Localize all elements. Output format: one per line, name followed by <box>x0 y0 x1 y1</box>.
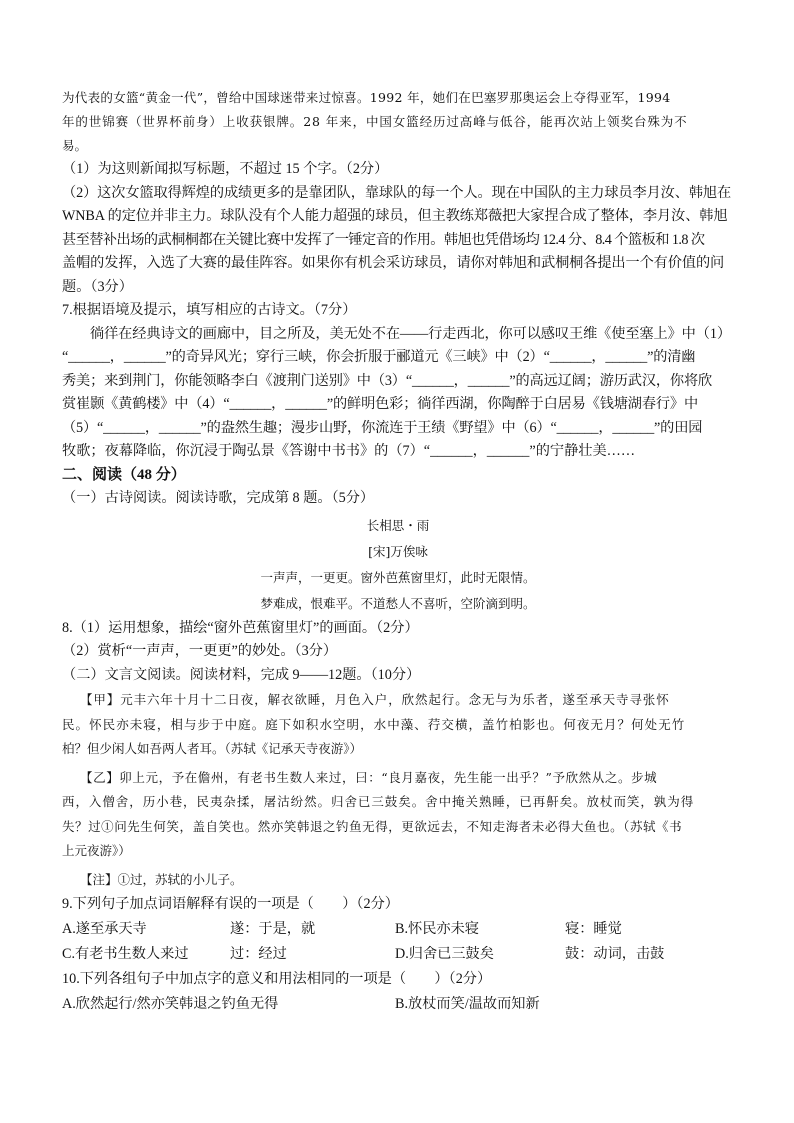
text-line: （5）“______，______”的盎然生趣；漫步山野，你流连于王绩《野望》中（6）“______，______”的田园 <box>62 419 703 436</box>
passage-yi <box>62 766 734 864</box>
poem-title: 长相思・雨 <box>366 517 430 533</box>
text-line: WNBA 的定位并非主力。球队没有个人能力超强的球员，但主教练郑薇把大家捏合成了整体，李月汝、韩旭 <box>62 208 728 224</box>
text-line: 甚至替补出场的武桐桐都在关键比赛中发挥了一锤定音的作用。韩旭也凭借场均 12.4 分、8.4 个篮板和 1.8 次 <box>62 231 705 248</box>
text-line: “______，______”的奇异风光；穿行三峡，你会折服于郦道元《三峡》中（2）“______，______”的清幽 <box>62 349 696 365</box>
intro-paragraph <box>62 86 734 158</box>
section-heading: 二、阅读（48 分） <box>62 466 186 483</box>
passage-jia <box>62 688 734 762</box>
question-7-title: 7.根据语境及提示，填写相应的古诗文。（7分） <box>62 302 357 318</box>
option-b: B.放杖而笑/温故而知新 <box>395 995 540 1012</box>
question-6-1: （1）为这则新闻拟写标题，不超过 15 个字。（2分） <box>62 161 389 177</box>
classical-intro: （二）文言文阅读。阅读材料，完成 9——12题。（10分） <box>62 666 421 683</box>
text-line: 上元夜游》） <box>62 843 131 858</box>
text-line: 民。怀民亦未寝，相与步于中庭。庭下如积水空明，水中藻、荇交横，盖竹柏影也。何夜无月？何处无竹 <box>62 716 686 732</box>
option-d-gloss: 鼓：动词，击鼓 <box>565 945 665 962</box>
text-line: 柏？但少闲人如吾两人者耳。（苏轼《记承天寺夜游》） <box>62 741 363 756</box>
text-line: 【乙】卯上元，予在儋州，有老书生数人来过，曰：“良月嘉夜，先生能一出乎？”予欣然从之。步城 <box>80 769 658 785</box>
question-9-title: 9.下列句子加点词语解释有误的一项是（ ）（2分） <box>62 895 399 912</box>
option-a-gloss: 遂：于是，就 <box>230 920 316 937</box>
text-line: 西，入僧舍，历小巷，民夷杂揉，屠沽纷然。归舍已三鼓矣。舍中掩关熟睡，已再鼾矣。放杖而笑，孰为得 <box>62 794 695 809</box>
question-8-1: 8.（1）运用想象，描绘“窗外芭蕉窗里灯”的画面。（2分） <box>62 619 419 636</box>
text-line: （2）这次女篮取得辉煌的成绩更多的是靠团队，靠球队的每一个人。现在中国队的主力球员李月汝、韩旭在 <box>62 184 732 201</box>
q9-options-row <box>62 942 734 967</box>
poem-intro: （一）古诗阅读。阅读诗歌，完成第 8 题。（5分） <box>62 490 375 506</box>
exam-page <box>62 86 734 1017</box>
option-c: C.有老书生数人来过 <box>62 945 189 962</box>
footnote: 【注】①过，苏轼的小儿子。 <box>80 871 243 887</box>
text-line: 盖帽的发挥，入选了大赛的最佳阵容。如果你有机会采访球员，请你对韩旭和武桐桐各提出一个有价值的问 <box>62 255 725 271</box>
text-line: 易。 <box>62 138 88 153</box>
option-b-gloss: 寝：睡觉 <box>565 920 622 937</box>
text-line: 失？过①问先生何笑，盖自笑也。然亦笑韩退之钓鱼无得，更欲远去，不知走海者未必得大鱼也。（苏轼《书 <box>62 818 683 834</box>
text-line: 徜徉在经典诗文的画廊中，目之所及，美无处不在——行走西北，你可以感叹王维《使至塞上》中（1） <box>90 325 731 342</box>
text-line: 秀美；来到荆门，你能领略李白《渡荆门送别》中（3）“______，______”的高远辽阔；游历武汉，你将欣 <box>62 372 713 389</box>
option-c-gloss: 过：经过 <box>230 945 287 962</box>
question-8-2: （2）赏析“一声声，一更更”的妙处。（3分） <box>62 643 338 659</box>
text-line: 题。（3分） <box>62 278 133 295</box>
q10-options-row <box>62 992 734 1017</box>
option-a: A.欣然起行/然亦笑韩退之钓鱼无得 <box>62 995 279 1012</box>
option-b: B.怀民亦未寝 <box>395 920 479 937</box>
option-a: A.遂至承天寺 <box>62 920 147 937</box>
text-line: 【甲】元丰六年十月十二日夜，解衣欲睡，月色入户，欣然起行。念无与为乐者，遂至承天寺寻张怀 <box>80 692 670 707</box>
option-d: D.归舍已三鼓矣 <box>395 945 494 962</box>
text-line: 牧歌；夜幕降临，你沉浸于陶弘景《答谢中书书》的（7）“______，______”的宁静壮美…… <box>62 443 636 459</box>
text-line: 年的世锦赛（世界杯前身）上收获银牌。28 年来，中国女篮经历过高峰与低谷，能再次站上领奖台殊为不 <box>62 114 688 129</box>
poem-line: 梦难成，恨难平。不道愁人不喜听，空阶滴到明。 <box>260 595 536 611</box>
text-line: 赏崔颢《黄鹤楼》中（4）“______，______”的鲜明色彩；徜徉西湖，你陶醉于白居易《钱塘湖春行》中 <box>62 396 698 412</box>
poem-line: 一声声，一更更。窗外芭蕉窗里灯，此时无限情。 <box>260 569 536 585</box>
poem <box>62 513 734 617</box>
text-line: 为代表的女篮“黄金一代”，曾给中国球迷带来过惊喜。1992 年，她们在巴塞罗那奥运会上夺得亚军，1994 <box>62 90 671 105</box>
question-10-title: 10.下列各组句子中加点字的意义和用法相同的一项是（ ）（2分） <box>62 970 492 987</box>
q9-options-row <box>62 917 734 942</box>
poem-author: [宋]万俟咏 <box>368 543 428 559</box>
